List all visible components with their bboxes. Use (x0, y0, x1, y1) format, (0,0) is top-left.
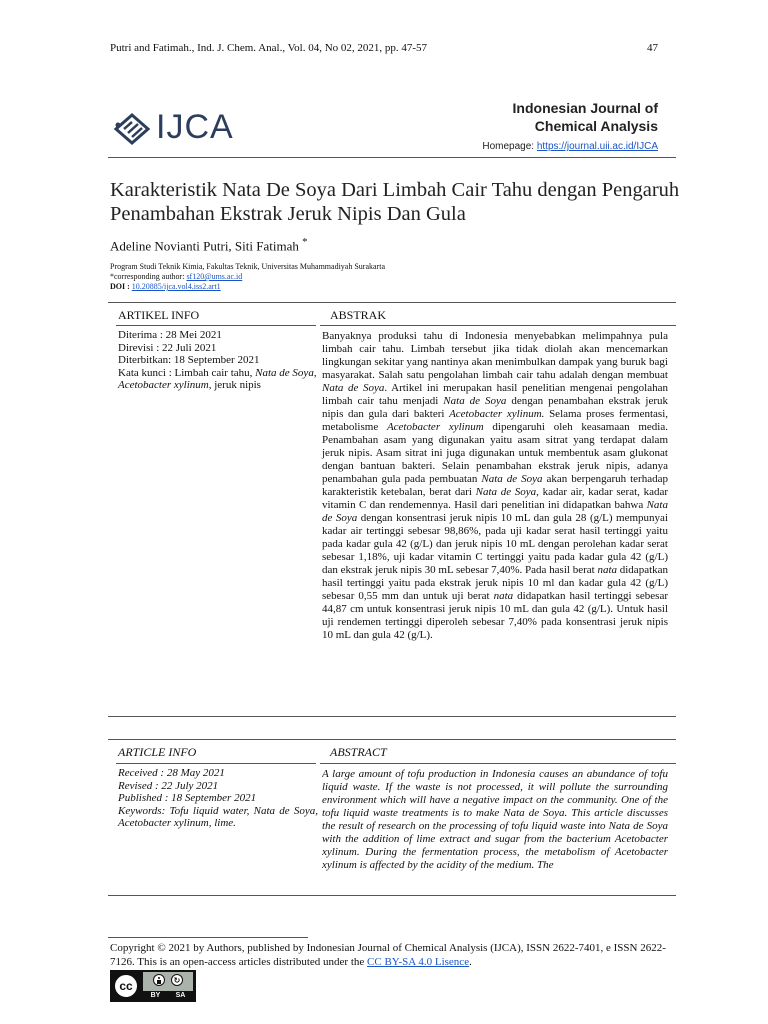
homepage-label: Homepage: (482, 141, 537, 152)
abstrak-segment: didapatkan hasil tertinggi yaitu pada ekstrak jeruk nipis 10 ml dan kadar gula 42 (g/L) sebesar 0,55 mm dan untuk uji berat (322, 564, 669, 602)
corresponding-mark: * (302, 236, 308, 248)
keyword-acetobacter: Acetobacter xylinum (118, 379, 209, 391)
abstract-heading: ABSTRACT (330, 745, 387, 759)
abstrak-segment: Nata de Soya (443, 395, 507, 407)
cc-logo (113, 973, 139, 999)
sa-label: SA (175, 992, 186, 999)
abstrak-segment: dengan penambahan ekstrak jeruk nipis dan gula dari bakteri (322, 395, 669, 420)
en-abstract-rule (320, 763, 676, 764)
abstrak-heading: ABSTRAK (330, 308, 387, 322)
date-received: Diterima : 28 Mei 2021 (118, 329, 222, 341)
en-section-rule-bottom (108, 895, 676, 896)
by-label: BY (150, 992, 161, 999)
affiliation: Program Studi Teknik Kimia, Fakultas Teknik, Universitas Muhammadiyah Surakarta (110, 262, 385, 271)
corresponding-author (110, 272, 385, 282)
abstrak-segment: didapatkan hasil tertinggi sebesar 44,87 cm untuk konsentrasi jeruk nipis 10 mL dan gula 42 (g/L). Untuk hasil uji rendemen tertinggi diperoleh sebesar 7,40% pada konsentrasi jeruk nipis 10 mL dan gula 42 (g/L). (322, 590, 668, 641)
en-section-rule-top (108, 739, 676, 740)
date-revised: Direvisi : 22 Juli 2021 (118, 341, 217, 354)
artikel-info-heading: ARTIKEL INFO (118, 308, 200, 322)
abstract-rule (320, 325, 676, 326)
abstrak-segment: Nata de Soya (322, 382, 385, 394)
section-rule-bottom (108, 716, 676, 717)
info-rule (116, 325, 316, 326)
journal-name (513, 99, 658, 135)
copyright-end: . (469, 956, 472, 968)
abstrak-segment: Acetobacter xylinum. (449, 408, 545, 420)
abstrak-segment: nata (493, 590, 514, 602)
header-divider (108, 157, 676, 158)
doi-link[interactable]: 10.20885/ijca.vol4.iss2.art1 (131, 282, 221, 291)
copyright-text: Copyright © 2021 by Authors, published by Indonesian Journal of Chemical Analysis (IJCA), ISSN 2622-7401, e ISSN 2622-7126. This is an open-access articles distributed under the (110, 942, 666, 968)
logo-wordmark: IJCA (156, 108, 234, 146)
share-alike-icon: ↻ (171, 974, 183, 986)
article-info-heading: ARTICLE INFO (118, 745, 197, 759)
abstrak-segment: Nata de Soya (475, 486, 537, 498)
section-rule-top (108, 302, 676, 303)
keywords-end: , jeruk nipis (208, 379, 261, 391)
artikel-info (118, 329, 318, 392)
abstrak-segment: dengan konsentrasi jeruk nipis 10 mL dan gula 28 (g/L) mempunyai kadar air tertinggi sebesar 98,86%, pada uji kadar serat hasil tertinggi yaitu pada kadar gula 42 (g/L) dan jeruk nipis 10 mL dengan perolehan kadar serat sebesar 1,18%, uji kadar vitamin C tertinggi yaitu pada kadar gula 42 (g/L) dan ekstrak jeruk nipis 30 mL sebesar 7,40%. Pada hasil berat (322, 512, 668, 576)
abstrak-segment: Nata de Soya (322, 499, 668, 524)
en-date-published: Published : 18 September 2021 (118, 792, 257, 804)
corresponding-email-link[interactable]: sf120@ums.ac.id (186, 272, 243, 281)
keyword-nata: Nata de Soya (255, 366, 314, 379)
authors (110, 236, 308, 254)
running-header (110, 42, 658, 54)
en-info-rule (116, 763, 316, 764)
abstrak-segment: Acetobacter xylinum (386, 421, 484, 433)
corresponding-label: *corresponding author: (110, 272, 185, 281)
attribution-icon (153, 974, 165, 986)
en-date-revised: Revised : 22 July 2021 (118, 779, 219, 792)
en-date-received: Received : 28 May 2021 (118, 767, 225, 779)
date-published: Diterbitkan: 18 September 2021 (118, 354, 260, 366)
abstrak-segment: Selama proses fermentasi, metabolisme (322, 408, 668, 433)
journal-name-line1: Indonesian Journal of (512, 100, 658, 116)
footer-rule (108, 937, 308, 938)
citation-line: Putri and Fatimah., Ind. J. Chem. Anal., Vol. 04, No 02, 2021, pp. 47-57 (110, 42, 428, 54)
abstrak-text (322, 330, 668, 642)
abstrak-segment: , kadar air, kadar serat, kadar vitamin C dan rendemennya. Hasil dari penelitian ini didapatkan bahwa (322, 486, 668, 511)
doi-line (110, 282, 385, 292)
keywords-label: Kata kunci : Limbah cair tahu, (118, 366, 256, 379)
page-number: 47 (647, 42, 658, 54)
molecule-icon (112, 111, 152, 145)
abstrak-segment: akan berpengaruh terhadap karakteristik ketebalan, berat dari (322, 473, 668, 498)
cc-logo-text: cc (119, 979, 133, 993)
article-info (118, 767, 318, 830)
abstrak-segment: Nata de Soya (481, 473, 543, 485)
keyword-separator: , (313, 366, 317, 379)
journal-name-line2: Chemical Analysis (534, 118, 658, 134)
abstrak-segment: dipengaruhi oleh keasamaan media. Penambahan asam yang digunakan yaitu asam sitrat yang terdapat dalam jeruk nipis. Asam sitrat ini juga digunakan untuk membentuk asam glukonat dengan bantuan bakteri. Selain penambahan ekstrak jeruk nipis, adanya penambahan gula pada pembuatan (322, 421, 668, 485)
abstrak-segment: nata (597, 564, 617, 576)
article-title: Karakteristik Nata De Soya Dari Limbah Cair Tahu dengan Pengaruh Penambahan Ekstrak Jeruk Nipis Dan Gula (110, 179, 680, 225)
cc-by-sa-badge[interactable] (110, 970, 196, 1002)
en-keywords: Keywords: Tofu liquid water, Nata de Soya, Acetobacter xylinum, lime. (118, 804, 318, 829)
copyright-notice (110, 941, 670, 969)
abstrak-segment: . Artikel ini merupakan hasil penelitian mengenai pengolahan limbah cair tahu menjadi (322, 382, 668, 407)
keywords (118, 367, 318, 392)
author-names: Adeline Novianti Putri, Siti Fatimah (110, 238, 299, 254)
affiliation-block (110, 262, 385, 292)
abstract-text: A large amount of tofu production in Indonesia causes an abundance of tofu liquid waste. If the waste is not processed, it will pollute the surrounding environment which will have a negative impact on the community. One of the tofu liquid waste treatments is to make Nata de Soya. This article discusses the result of research on the processing of tofu liquid waste into Nata de Soya with the addition of lime extract and sugar from the bacterium Acetobacter xylinum. During the fermentation process, the metabolism of Acetobacter xylinum is affected by the acidity of the medium. The (322, 768, 668, 871)
doi-label: DOI : (110, 282, 130, 291)
license-link[interactable]: CC BY-SA 4.0 Lisence (367, 956, 470, 968)
abstrak-segment: Banyaknya produksi tahu di Indonesia menyebabkan melimpahnya pula limbah cair tahu. Limbah tersebut jika tidak diolah akan mencemarkan lingkungan sekitar yang nantinya akan menimbulkan dampak yang buruk bagi masyarakat. Salah satu pengolahan limbah cair tahu adalah dengan membuat (322, 330, 668, 381)
journal-homepage (482, 141, 658, 152)
homepage-link[interactable]: https://journal.uii.ac.id/IJCA (536, 141, 658, 152)
ijca-logo (112, 108, 234, 147)
